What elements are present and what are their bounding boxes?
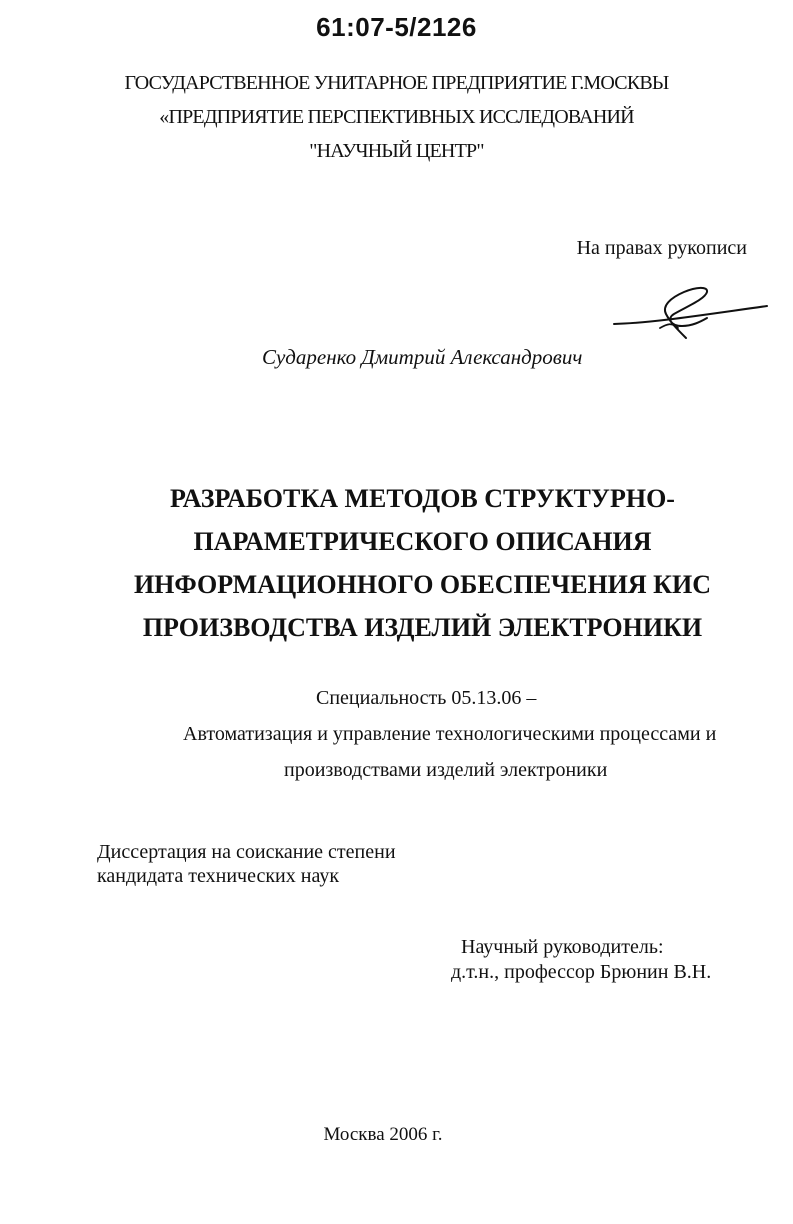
organization-line-2: «ПРЕДПРИЯТИЕ ПЕРСПЕКТИВНЫХ ИССЛЕДОВАНИЙ bbox=[159, 106, 634, 128]
title-line-2: ПАРАМЕТРИЧЕСКОГО ОПИСАНИЯ bbox=[193, 527, 652, 556]
title-line-4: ПРОИЗВОДСТВА ИЗДЕЛИЙ ЭЛЕКТРОНИКИ bbox=[142, 613, 703, 642]
document-code: 61:07-5/2126 bbox=[316, 12, 477, 42]
handwritten-signature bbox=[612, 284, 768, 340]
dissertation-note bbox=[97, 840, 396, 888]
organization-line-3: "НАУЧНЫЙ ЦЕНТР" bbox=[309, 140, 484, 162]
title-line-1: РАЗРАБОТКА МЕТОДОВ СТРУКТУРНО- bbox=[170, 484, 675, 513]
title-line-3: ИНФОРМАЦИОННОГО ОБЕСПЕЧЕНИЯ КИС bbox=[133, 570, 712, 599]
scientific-advisor bbox=[451, 935, 712, 985]
organization-line-1: ГОСУДАРСТВЕННОЕ УНИТАРНОЕ ПРЕДПРИЯТИЕ Г.МОСКВЫ bbox=[124, 72, 669, 94]
dissertation-title bbox=[0, 477, 793, 649]
specialty-name-line-1: Автоматизация и управление технологическими процессами и bbox=[183, 723, 717, 745]
specialty-name-line-2: производствами изделий электроники bbox=[284, 759, 608, 781]
specialty-code: Специальность 05.13.06 – bbox=[316, 687, 537, 709]
dissertation-note-line-2: кандидата технических наук bbox=[97, 865, 340, 887]
advisor-label: Научный руководитель: bbox=[461, 936, 664, 958]
dissertation-note-line-1: Диссертация на соискание степени bbox=[97, 841, 396, 863]
organization-header bbox=[0, 66, 793, 168]
rights-note: На правах рукописи bbox=[576, 237, 747, 259]
advisor-name: д.т.н., профессор Брюнин В.Н. bbox=[451, 961, 712, 983]
author-name: Сударенко Дмитрий Александрович bbox=[262, 345, 583, 369]
city-year: Москва 2006 г. bbox=[323, 1124, 443, 1145]
